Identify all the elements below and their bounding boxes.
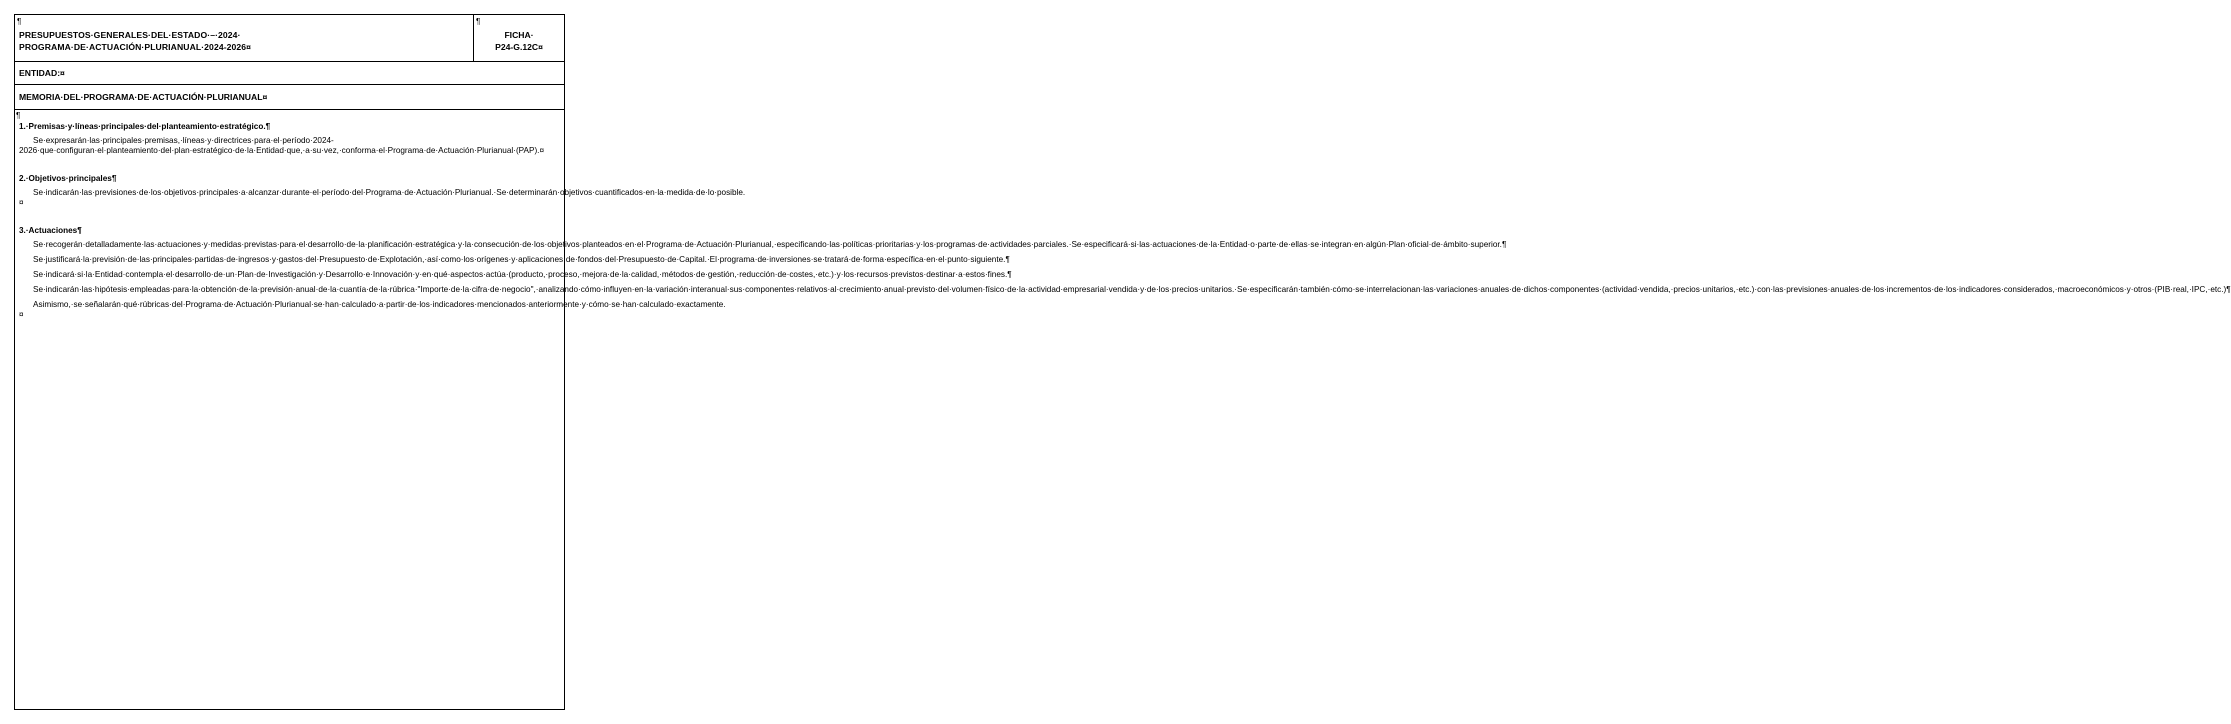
section-title: 3.·Actuaciones¶	[19, 226, 82, 235]
section-premisas	[19, 122, 560, 156]
memoria-title: MEMORIA·DEL·PROGRAMA·DE·ACTUACIÓN·PLURIANUAL¤	[19, 92, 268, 102]
header-row	[15, 15, 564, 62]
entidad-label: ENTIDAD:¤	[19, 68, 65, 78]
body-pilcrow: ¶	[16, 111, 21, 120]
section-paragraph: Se·indicará·si·la·Entidad·contempla·el·desarrollo·de·un·Plan·de·Investigación·y·Desarrollo·e·Innovación·y·en·qué·aspectos·actúa·(producto,·proceso,·mejora·de·la·calidad,·métodos·de·gestión,·reducción·de·costes,·etc.)·y·los·recursos·previstos·destinar·a·estos·fines.¶	[33, 270, 1012, 279]
section-objetivos	[19, 174, 746, 208]
ficha-code	[474, 29, 564, 53]
section-gap	[19, 213, 560, 226]
entidad-row	[15, 62, 564, 85]
section-actuaciones	[19, 226, 2231, 320]
section-paragraph: Se·justificará·la·previsión·de·las·principales·partidas·de·ingresos·y·gastos·del·Presupuesto·de·Explotación,·así·como·los·orígenes·y·aplicaciones·de·fondos·del·Presupuesto·de·Capital.·El·programa·de·inversiones·se·tratará·de·forma·específica·en·el·punto·siguiente.¶	[33, 255, 1010, 264]
section-paragraph: Se·expresarán·las·principales·premisas,·líneas·y·directrices·para·el·período·2024-2026·que·configuran·el·planteamiento·del·plan·estratégico·de·la·Entidad·que,·a·su·vez,·conforma·el·Programa·de·Actuación·Plurianual·(PAP).¤	[19, 136, 545, 155]
ficha-label: FICHA·	[504, 30, 534, 40]
memoria-row	[15, 85, 564, 110]
section-paragraph: Se·recogerán·detalladamente·las·actuaciones·y·medidas·previstas·para·el·desarrollo·de·la·planificación·estratégica·y·la·consecución·de·los·objetivos·planteados·en·el·Programa·de·Actuación·Plurianual,·especificando·las·políticas·prioritarias·y·los·programas·de·actividades·parciales.·Se·especificará·si·las·actuaciones·de·la·Entidad·o·parte·de·ellas·se·integran·en·algún·Plan·oficial·de·ámbito·superior.¶	[33, 240, 1507, 249]
header-pilcrow-right: ¶	[476, 17, 481, 26]
ficha-number: P24-G.12C¤	[495, 42, 543, 52]
section-paragraph: Se·indicarán·las·hipótesis·empleadas·para·la·obtención·de·la·previsión·anual·de·la·cuantía·de·la·rúbrica·"Importe·de·la·cifra·de·negocio",·analizando·cómo·influyen·en·la·variación·interanual·sus·componentes·relativos·al·crecimiento·anual·previsto·del·volumen·físico·de·la·actividad·empresarial·vendida·y·de·los·precios·unitarios.·Se·especificarán·también·cómo·se·interrelacionan·las·variaciones·anuales·de·dichos·componentes·(actividad·vendida,·precios·unitarios,·etc.)·con·las·previsiones·anuales·de·los·incrementos·de·los·indicadores·considerados,·macroeconómicos·y·otros·(PIB·real,·IPC,·etc.)¶	[33, 285, 2231, 294]
header-pilcrow-left: ¶	[17, 17, 22, 26]
header-title-line1: PRESUPUESTOS·GENERALES·DEL·ESTADO·–·2024·	[19, 30, 241, 40]
memoria-body	[19, 122, 2231, 325]
section-gap	[19, 161, 560, 174]
document-frame	[14, 14, 2231, 710]
section-paragraph: Se·indicarán·las·previsiones·de·los·objetivos·principales·a·alcanzar·durante·el·período·del·Programa·de·Actuación·Plurianual.·Se·determinarán·objetivos·cuantificados·en·la·medida·de·lo·posible.¤	[19, 188, 746, 207]
header-title-line2: PROGRAMA·DE·ACTUACIÓN·PLURIANUAL·2024-2026¤	[19, 42, 252, 52]
section-title: 1.·Premisas·y·líneas·principales·del·planteamiento·estratégico.¶	[19, 122, 271, 131]
section-title: 2.·Objetivos·principales¶	[19, 174, 117, 183]
header-title	[19, 29, 251, 53]
section-paragraph: Asimismo,·se·señalarán·qué·rúbricas·del·Programa·de·Actuación·Plurianual·se·han·calculado·a·partir·de·los·indicadores·mencionados·anteriormente·y·cómo·se·han·calculado·exactamente.¤	[19, 300, 726, 319]
